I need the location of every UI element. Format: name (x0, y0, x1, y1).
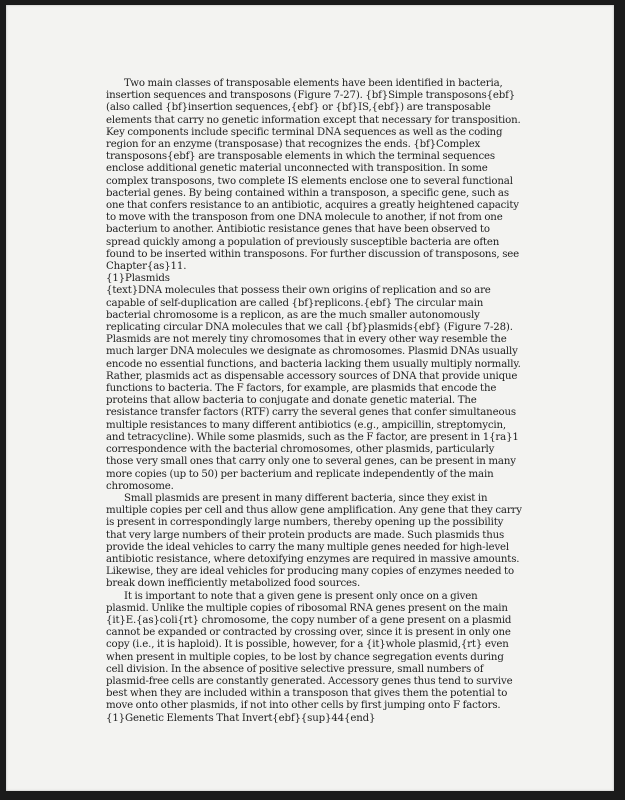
paragraph-gene-copy: It is important to note that a given gene is present only once on a given plasmid. Unlike the multiple copies of ribosomal RNA genes present on the main {it}E.{as}coli{rt} chromosome, the copy number of a gene present on a plasmid cannot be expanded or contracted by crossing over, since it is present in only one copy (i.e., it is haploid). It is possible, however, for a {it}whole plasmid,{rt} even when present in multiple copies, to be lost by chance segregation events during cell division. In the absence of positive selective pressure, small numbers of plasmid-free cells are constantly generated. Accessory genes thus tend to survive best when they are included within a transposon that gives them the potential to move onto other plasmids, if not into other cells by first jumping onto F factors. (106, 590, 513, 712)
paper-page (6, 5, 614, 791)
paragraph-transposons: Two main classes of transposable elements have been identified in bacteria, insertion sequences and transposons (Figure 7-27). {bf}Simple transposons{ebf} (also called {bf}insertion sequences,{ebf} or {bf}IS,{ebf}) are transposable elements that carry no genetic information except that necessary for transposition. Key components include specific terminal DNA sequences as well as the coding region for an enzyme (transposase) that recognizes the ends. {bf}Complex transposons{ebf} are transposable elements in which the terminal sequences enclose additional genetic material unconnected with transposition. In some complex transposons, two complete IS elements enclose one to several functional bacterial genes. By being contained within a transposon, a specific gene, such as one that confers resistance to an antibiotic, acquires a greatly heightened capacity to move with the transposon from one DNA molecule to another, if not from one bacterium to another. Antibiotic resistance genes that have been observed to spread quickly among a population of previously susceptible bacteria are often found to be inserted within transposons. For further discussion of transposons, see Chapter{as}11. (106, 78, 521, 273)
paragraph-small-plasmids: Small plasmids are present in many different bacteria, since they exist in multiple copies per cell and thus allow gene amplification. Any gene that they carry is present in correspondingly large numbers, thereby opening up the possibility that very large numbers of their protein products are made. Such plasmids thus provide the ideal vehicles to carry the many multiple genes needed for high-level antibiotic resistance, where detoxifying enzymes are required in massive amounts. Likewise, they are ideal vehicles for producing many copies of enzymes needed to break down inefficiently metabolized food sources. (106, 492, 522, 590)
body-text (106, 78, 522, 725)
heading-genetic-elements: {1}Genetic Elements That Invert{ebf}{sup}44{end} (106, 712, 376, 724)
paragraph-replicons: {text}DNA molecules that possess their own origins of replication and so are capable of self-duplication are called {bf}replicons.{ebf} The circular main bacterial chromosome is a replicon, as are the much smaller autonomously replicating circular DNA molecules that we call {bf}plasmids{ebf} (Figure 7-28). Plasmids are not merely tiny chromosomes that in every other way resemble the much larger DNA molecules we designate as chromosomes. Plasmid DNAs usually encode no essential functions, and bacteria lacking them usually multiply normally. Rather, plasmids act as dispensable accessory sources of DNA that provide unique functions to bacteria. The F factors, for example, are plasmids that encode the proteins that allow bacteria to conjugate and donate genetic material. The resistance transfer factors (RTF) carry the several genes that confer simultaneous multiple resistances to many different antibiotics (e.g., ampicillin, streptomycin, and tetracycline). While some plasmids, such as the F factor, are present in 1{ra}1 correspondence with the bacterial chromosomes, other plasmids, particularly those very small ones that carry only one to several genes, can be present in many more copies (up to 50) per bacterium and replicate independently of the main chromosome. (106, 285, 521, 492)
heading-plasmids: {1}Plasmids (106, 273, 170, 285)
